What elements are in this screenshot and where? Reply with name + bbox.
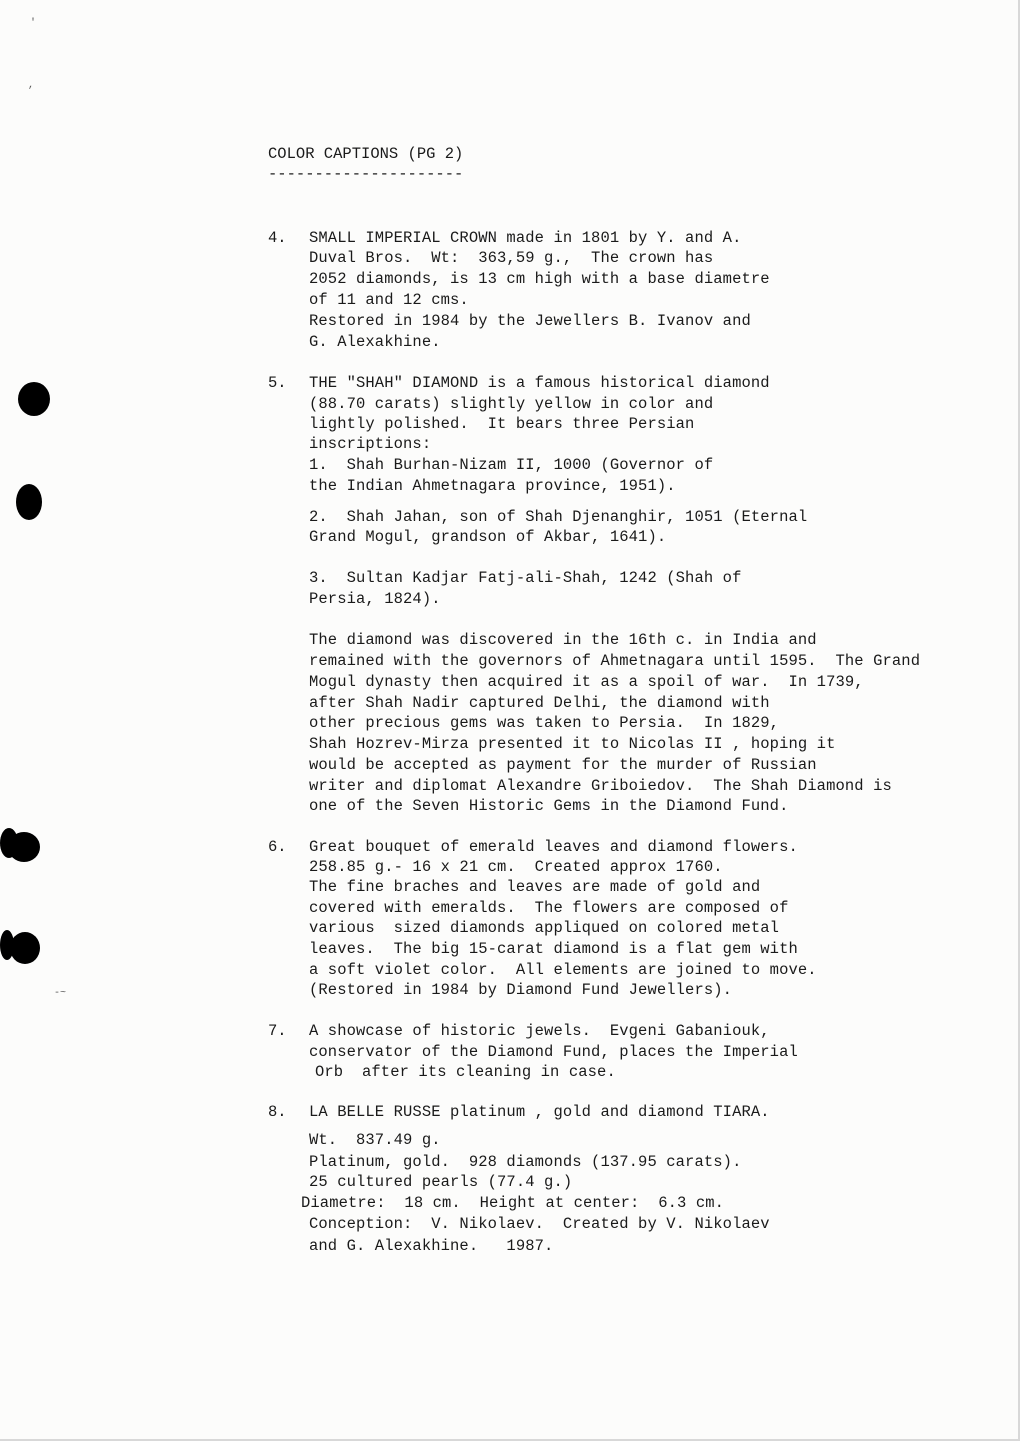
caption-line: one of the Seven Historic Gems in the Diamond Fund. — [309, 797, 789, 815]
item-number: 8. — [268, 1103, 287, 1121]
caption-line: 3. Sultan Kadjar Fatj-ali-Shah, 1242 (Shah of — [309, 569, 742, 587]
caption-line: Shah Hozrev-Mirza presented it to Nicolas II , hoping it — [309, 735, 836, 753]
caption-line: 1. Shah Burhan-Nizam II, 1000 (Governor of — [309, 456, 714, 474]
caption-line: lightly polished. It bears three Persian — [309, 415, 695, 433]
caption-line: Restored in 1984 by the Jewellers B. Ivanov and — [309, 312, 751, 330]
caption-line: inscriptions: — [309, 435, 432, 453]
caption-line: The diamond was discovered in the 16th c. in India and — [309, 631, 817, 649]
caption-line: Orb after its cleaning in case. — [315, 1063, 616, 1081]
caption-line: 258.85 g.- 16 x 21 cm. Created approx 1760. — [309, 858, 723, 876]
caption-line: 2. Shah Jahan, son of Shah Djenanghir, 1051 (Eternal — [309, 508, 808, 526]
caption-line: G. Alexakhine. — [309, 333, 441, 351]
item-number: 6. — [268, 838, 287, 856]
caption-line: The fine braches and leaves are made of gold and — [309, 878, 761, 896]
caption-line: would be accepted as payment for the murder of Russian — [309, 756, 817, 774]
caption-line: SMALL IMPERIAL CROWN made in 1801 by Y. and A. — [309, 229, 742, 247]
caption-line: Great bouquet of emerald leaves and diamond flowers. — [309, 838, 798, 856]
caption-line: Platinum, gold. 928 diamonds (137.95 carats). — [309, 1153, 742, 1171]
caption-line: covered with emeralds. The flowers are composed of — [309, 899, 789, 917]
caption-line: various sized diamonds appliqued on colored metal — [309, 919, 780, 937]
caption-line: leaves. The big 15-carat diamond is a flat gem with — [309, 940, 798, 958]
caption-line: a soft violet color. All elements are joined to move. — [309, 961, 817, 979]
caption-line: Wt. 837.49 g. — [309, 1131, 441, 1149]
caption-line: Mogul dynasty then acquired it as a spoil of war. In 1739, — [309, 673, 864, 691]
scan-speck: , — [28, 80, 35, 91]
caption-line: A showcase of historic jewels. Evgeni Gabaniouk, — [309, 1022, 770, 1040]
punch-hole-mark — [18, 382, 50, 416]
item-number: 7. — [268, 1022, 287, 1040]
caption-line: and G. Alexakhine. 1987. — [309, 1237, 554, 1255]
caption-line: 25 cultured pearls (77.4 g.) — [309, 1173, 573, 1191]
title-underline: --------------------- — [268, 165, 464, 183]
punch-hole-mark — [0, 930, 14, 960]
caption-line: (Restored in 1984 by Diamond Fund Jewellers). — [309, 981, 733, 999]
caption-line: Grand Mogul, grandson of Akbar, 1641). — [309, 528, 667, 546]
caption-line: (88.70 carats) slightly yellow in color and — [309, 395, 714, 413]
caption-line: Persia, 1824). — [309, 590, 441, 608]
caption-line: other precious gems was taken to Persia. In 1829, — [309, 714, 780, 732]
caption-line: LA BELLE RUSSE platinum , gold and diamond TIARA. — [309, 1103, 770, 1121]
item-number: 4. — [268, 229, 287, 247]
caption-line: of 11 and 12 cms. — [309, 291, 469, 309]
punch-hole-mark — [0, 828, 18, 858]
page-title: COLOR CAPTIONS (PG 2) — [268, 145, 464, 163]
caption-line: writer and diplomat Alexandre Griboiedov. The Shah Diamond is — [309, 777, 892, 795]
punch-hole-mark — [16, 484, 42, 520]
caption-line: Diametre: 18 cm. Height at center: 6.3 cm. — [301, 1194, 725, 1212]
item-number: 5. — [268, 374, 287, 392]
punch-hole-mark — [10, 932, 40, 964]
caption-line: Conception: V. Nikolaev. Created by V. Nikolaev — [309, 1215, 770, 1233]
scan-speck: ' — [30, 18, 37, 29]
caption-line: THE "SHAH" DIAMOND is a famous historical diamond — [309, 374, 770, 392]
caption-line: the Indian Ahmetnagara province, 1951). — [309, 477, 676, 495]
caption-line: Duval Bros. Wt: 363,59 g., The crown has — [309, 249, 714, 267]
caption-line: 2052 diamonds, is 13 cm high with a base diametre — [309, 270, 770, 288]
scan-speck: -~ — [54, 988, 67, 999]
caption-line: conservator of the Diamond Fund, places the Imperial — [309, 1043, 798, 1061]
caption-line: after Shah Nadir captured Delhi, the diamond with — [309, 694, 770, 712]
caption-line: remained with the governors of Ahmetnagara until 1595. The Grand — [309, 652, 921, 670]
